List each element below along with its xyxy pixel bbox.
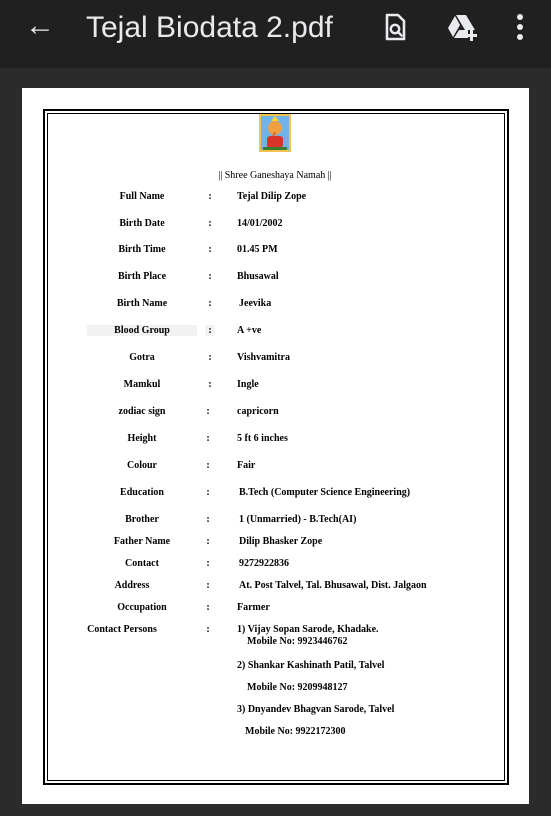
field-colon: : (208, 298, 212, 309)
field-label: Full Name (119, 191, 165, 202)
more-vertical-icon[interactable] (503, 10, 537, 44)
field-colon: : (208, 218, 212, 229)
field-label: Birth Name (116, 298, 168, 309)
field-colon: : (206, 433, 210, 444)
field-label: Gotra (129, 352, 155, 363)
field-label: Colour (127, 460, 157, 471)
field-value: 14/01/2002 (237, 218, 283, 229)
field-label: Father Name (113, 536, 171, 547)
field-value: Jeevika (239, 298, 272, 309)
field-value: 5 ft 6 inches (237, 433, 288, 444)
ganesha-image-icon (259, 114, 291, 152)
field-colon: : (206, 580, 210, 591)
field-value: 1 (Unmarried) - B.Tech(AI) (239, 514, 357, 525)
field-label: Birth Date (119, 218, 165, 229)
field-value: Farmer (237, 602, 270, 613)
field-value: Ingle (237, 379, 259, 390)
field-colon: : (208, 379, 212, 390)
find-in-document-icon[interactable] (378, 10, 412, 44)
field-colon: : (206, 602, 210, 613)
field-value: Tejal Dilip Zope (237, 191, 307, 202)
field-colon: : (206, 624, 210, 635)
back-arrow-icon[interactable]: ← (25, 9, 55, 42)
field-label: Education (120, 487, 164, 498)
document-title: Tejal Biodata 2.pdf (86, 11, 333, 44)
field-value: 1) Vijay Sopan Sarode, Khadake. (237, 624, 379, 635)
field-colon: : (206, 460, 210, 471)
field-colon: : (208, 271, 212, 282)
field-colon: : (208, 244, 212, 255)
field-value: 01.45 PM (237, 244, 278, 255)
field-label: Birth Time (118, 244, 166, 255)
field-value: Bhusawal (237, 271, 279, 282)
field-value: Fair (237, 460, 256, 471)
field-label: Brother (125, 514, 159, 525)
field-label: Mamkul (123, 379, 161, 390)
field-label: Blood Group (87, 325, 197, 336)
field-value: capricorn (237, 406, 279, 417)
app-toolbar (0, 0, 551, 68)
field-label: Occupation (117, 602, 167, 613)
field-label: Height (127, 433, 157, 444)
field-colon: : (206, 406, 210, 417)
field-label: Address (114, 580, 150, 591)
contact-line: Mobile No: 9922172300 (245, 726, 346, 737)
contact-line: Mobile No: 9923446762 (247, 636, 348, 647)
field-colon: : (206, 558, 210, 569)
field-colon: : (208, 191, 212, 202)
field-value: Dilip Bhasker Zope (239, 536, 323, 547)
contact-line: Mobile No: 9209948127 (247, 682, 348, 693)
field-label: Contact (125, 558, 159, 569)
add-to-drive-icon[interactable] (444, 10, 478, 44)
pdf-page[interactable] (22, 88, 529, 804)
field-colon: : (206, 536, 210, 547)
field-value: B.Tech (Computer Science Engineering) (239, 487, 411, 498)
field-colon: : (206, 514, 210, 525)
field-colon: : (206, 487, 210, 498)
contact-line: 3) Dnyandev Bhagvan Sarode, Talvel (237, 704, 395, 715)
field-value: At. Post Talvel, Tal. Bhusawal, Dist. Jalgaon (239, 580, 427, 591)
invocation-heading: || Shree Ganeshaya Namah || (218, 170, 332, 181)
field-label: Contact Persons (87, 624, 157, 635)
field-value: 9272922836 (239, 558, 289, 569)
field-label: zodiac sign (118, 406, 166, 417)
field-label: Birth Place (117, 271, 167, 282)
field-value: A +ve (237, 325, 262, 336)
contact-line: 2) Shankar Kashinath Patil, Talvel (237, 660, 385, 671)
field-colon: : (208, 352, 212, 363)
field-value: Vishvamitra (237, 352, 290, 363)
field-colon: : (205, 325, 215, 336)
